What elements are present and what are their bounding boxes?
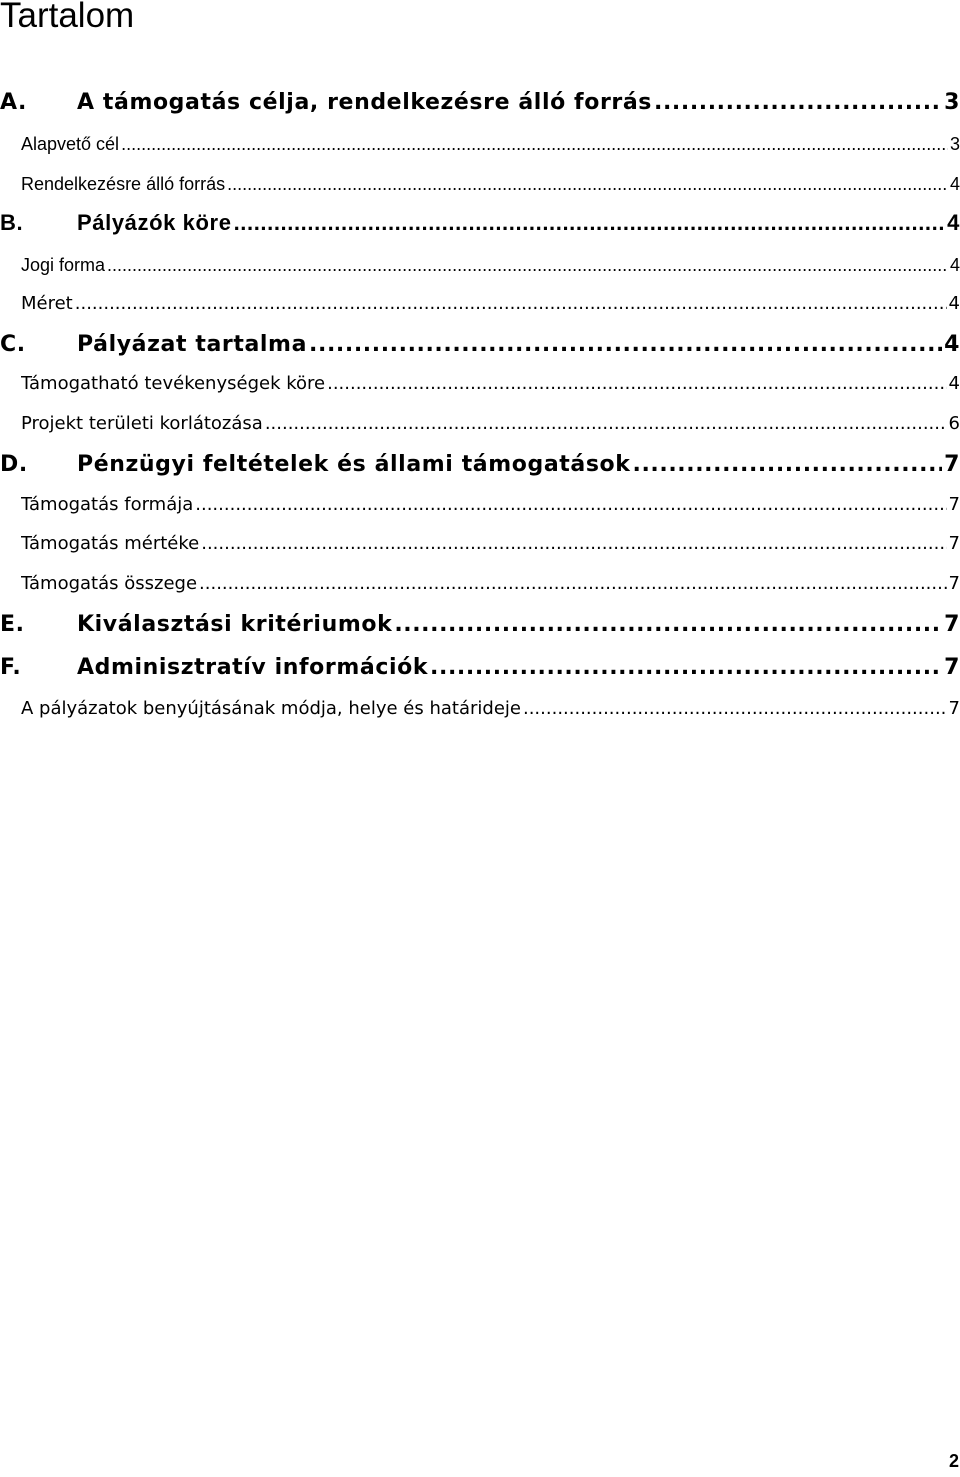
toc-entry-title: Projekt területi korlátozása [21, 413, 263, 434]
toc-entry-d[interactable] [0, 450, 960, 480]
toc-dot-leader [195, 490, 946, 520]
toc-entry-meret[interactable] [21, 289, 960, 319]
toc-page-number: 4 [944, 332, 960, 357]
toc-entry-title: Kiválasztási kritériumok [77, 612, 393, 637]
toc-dot-leader [327, 369, 946, 399]
toc-entry-title: Jogi forma [21, 255, 106, 275]
toc-entry-palyazatok-benyujtasa[interactable] [21, 694, 960, 724]
toc-dot-leader [201, 529, 946, 559]
toc-entry-a[interactable] [0, 88, 960, 118]
toc-page-number: 4 [949, 255, 960, 275]
toc-page-number: 7 [948, 533, 960, 554]
toc-entry-title: A pályázatok benyújtásának módja, helye és határideje [21, 698, 521, 719]
toc-page-number: 7 [944, 612, 960, 637]
toc-entry-title: Támogatás összege [21, 573, 198, 594]
toc-section-letter: A. [0, 90, 27, 115]
toc-section-letter: C. [0, 332, 26, 357]
toc-page-number: 7 [944, 655, 960, 680]
toc-entry-title: Támogatás mértéke [21, 533, 200, 554]
toc-page-number: 4 [948, 293, 960, 314]
toc-entry-title: Pályázók köre [77, 210, 232, 235]
toc-dot-leader [75, 289, 947, 319]
toc-entry-title: Adminisztratív információk [77, 655, 429, 680]
toc-dot-leader [121, 129, 948, 159]
toc-entry-tamogathato-tevekenysegek[interactable] [21, 369, 960, 399]
toc-section-letter: D. [0, 452, 28, 477]
toc-dot-leader [199, 569, 947, 599]
toc-page-number: 7 [948, 494, 960, 515]
toc-entry-title: Pályázat tartalma [77, 332, 308, 357]
toc-entry-title: A támogatás célja, rendelkezésre álló forrás [77, 90, 652, 115]
toc-entry-rendelkezesre-allo-forras[interactable] [21, 169, 960, 199]
toc-dot-leader [523, 694, 947, 724]
toc-page-number: 4 [948, 373, 960, 394]
toc-entry-f[interactable] [0, 653, 960, 683]
page-title: Tartalom [0, 0, 135, 35]
toc-dot-leader [633, 450, 943, 480]
toc-dot-leader [430, 653, 942, 683]
toc-section-letter: B. [0, 210, 24, 235]
toc-dot-leader [654, 88, 942, 118]
toc-page-number: 3 [949, 134, 960, 154]
page-number: 2 [948, 1451, 959, 1471]
toc-entry-jogi-forma[interactable] [21, 250, 960, 280]
toc-entry-title: Rendelkezésre álló forrás [21, 174, 226, 194]
toc-entry-title: Támogatás formája [21, 494, 194, 515]
toc-page-number: 7 [944, 452, 960, 477]
toc-entry-tamogatas-merteke[interactable] [21, 529, 960, 559]
toc-entry-projekt-teruleti-korlatozasa[interactable] [21, 409, 960, 439]
toc-entry-c[interactable] [0, 330, 960, 360]
toc-dot-leader [107, 250, 948, 280]
toc-page-number: 4 [947, 210, 960, 235]
toc-page-number: 3 [944, 90, 960, 115]
toc-section-letter: E. [0, 612, 25, 637]
toc-page-number: 7 [948, 698, 960, 719]
toc-dot-leader [394, 610, 942, 640]
toc-page-number: 6 [948, 413, 960, 434]
toc-entry-alapveto-cel[interactable] [21, 129, 960, 159]
toc-entry-e[interactable] [0, 610, 960, 640]
toc-entry-title: Támogatható tevékenységek köre [21, 373, 326, 394]
toc-entry-title: Alapvető cél [21, 134, 120, 154]
toc-entry-title: Méret [21, 293, 73, 314]
toc-entry-tamogatas-formaja[interactable] [21, 490, 960, 520]
toc-page-number: 4 [949, 174, 960, 194]
toc-dot-leader [265, 409, 947, 439]
toc-section-letter: F. [0, 655, 22, 680]
toc-entry-title: Pénzügyi feltételek és állami támogatások [77, 452, 631, 477]
toc-dot-leader [309, 330, 942, 360]
toc-entry-tamogatas-osszege[interactable] [21, 569, 960, 599]
toc-dot-leader [227, 169, 948, 199]
toc-entry-b[interactable] [0, 208, 960, 238]
toc-page-number: 7 [948, 573, 960, 594]
toc-dot-leader [234, 208, 946, 238]
